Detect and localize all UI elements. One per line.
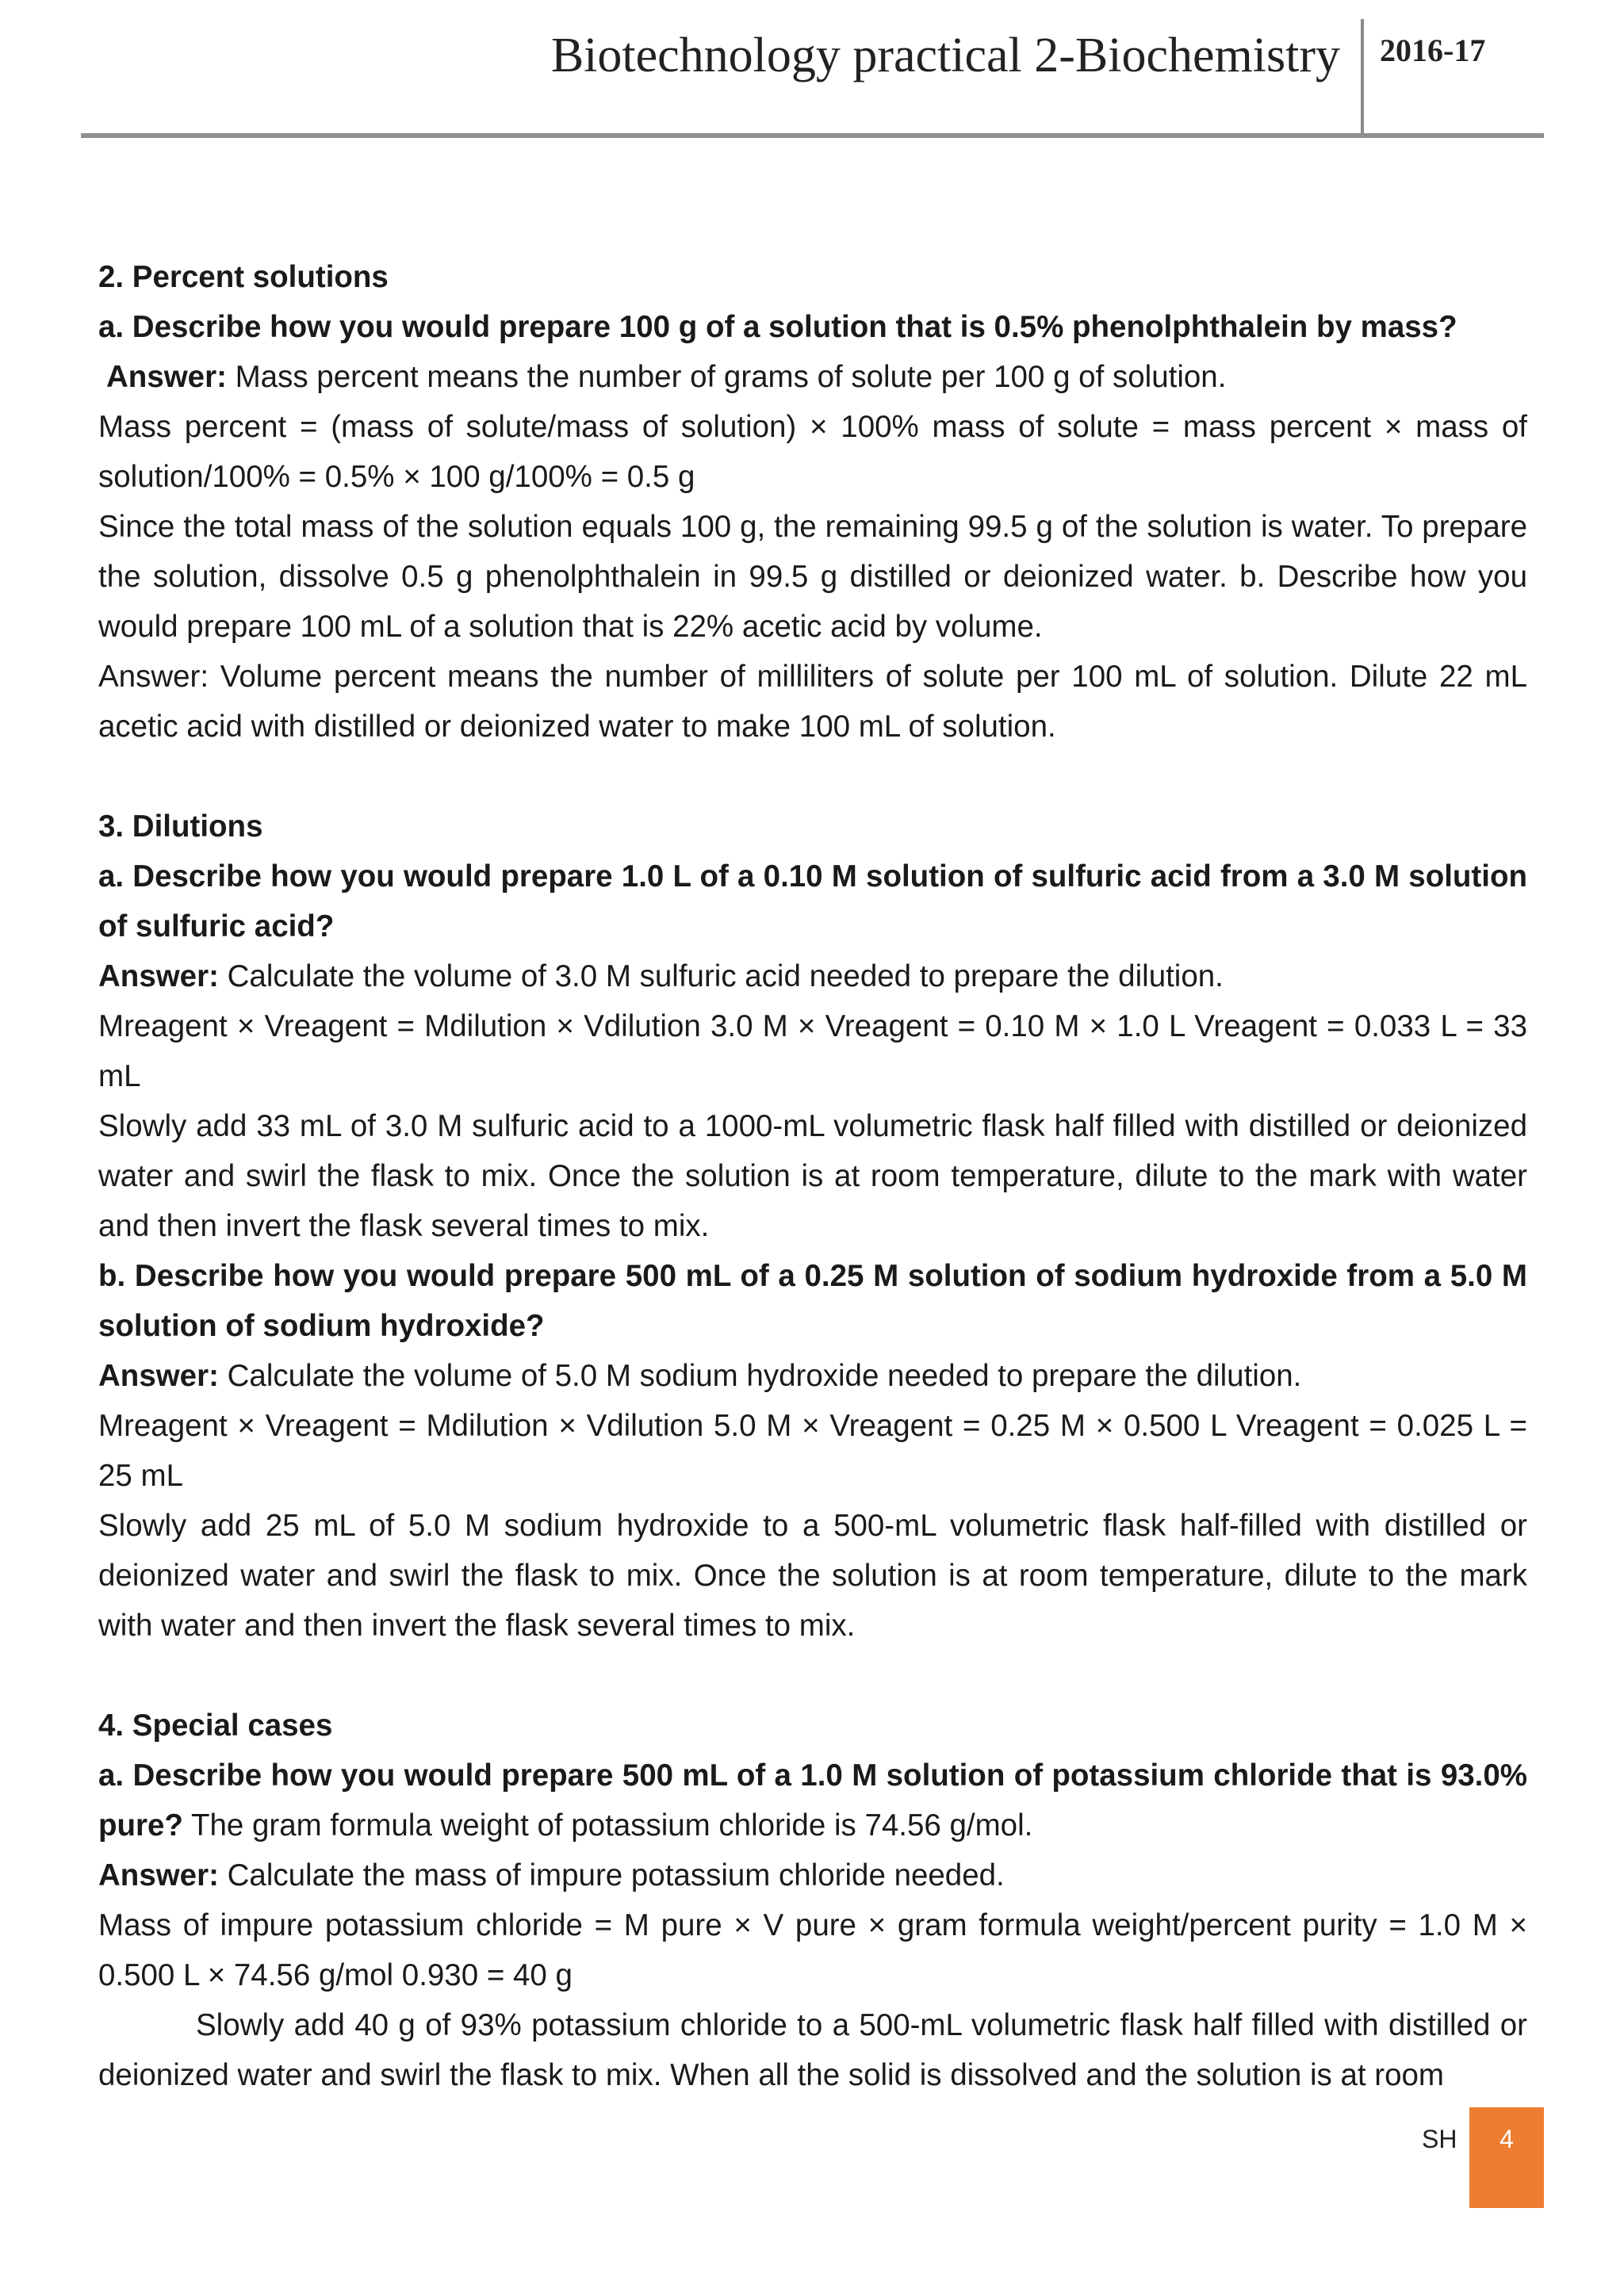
- academic-year: 2016-17: [1380, 33, 1486, 68]
- page-body: [98, 252, 1527, 2100]
- page-number-box: [1469, 2107, 1544, 2208]
- header-rule: [81, 133, 1544, 138]
- document-title: Biotechnology practical 2-Biochemistry: [550, 29, 1340, 82]
- question-text: a. Describe how you would prepare 500 mL of a 1.0 M solution of potassium chloride that is 93.0% pure?: [98, 1758, 1527, 1843]
- answer-special-a: [98, 1850, 1527, 1900]
- section-heading-percent: 2. Percent solutions: [98, 260, 389, 294]
- header-divider: [1361, 19, 1364, 136]
- paragraph-dilutions-a: Slowly add 33 mL of 3.0 M sulfuric acid to a 1000-mL volumetric flask half filled with distilled or deionized water and swirl the flask to mix. Once the solution is at room temperature, dilute to the mark with water and then invert the flask several times to mix.: [98, 1109, 1527, 1243]
- spacer: [98, 1651, 1527, 1701]
- answer-text: Calculate the volume of 5.0 M sodium hydroxide needed to prepare the dilution.: [218, 1359, 1302, 1393]
- answer-label: Answer:: [98, 1858, 219, 1892]
- question-special-a: [98, 1751, 1527, 1850]
- question-dilutions-b: b. Describe how you would prepare 500 mL of a 0.25 M solution of sodium hydroxide from a 5.0 M solution of sodium hydroxide?: [98, 1259, 1527, 1343]
- question-note: The gram formula weight of potassium chloride is 74.56 g/mol.: [182, 1808, 1033, 1843]
- question-dilutions-a: a. Describe how you would prepare 1.0 L of a 0.10 M solution of sulfuric acid from a 3.0 M solution of sulfuric acid?: [98, 859, 1527, 943]
- section-heading-special: 4. Special cases: [98, 1709, 333, 1743]
- formula-percent: Mass percent = (mass of solute/mass of solution) × 100% mass of solute = mass percent × mass of solution/100% = 0.5% × 100 g/100% = 0.5 g: [98, 410, 1527, 494]
- answer-text: Calculate the volume of 3.0 M sulfuric acid needed to prepare the dilution.: [218, 959, 1224, 993]
- answer-percent-b: Answer: Volume percent means the number of milliliters of solute per 100 mL of solution. Dilute 22 mL acetic acid with distilled or deionized water to make 100 mL of solution.: [98, 660, 1527, 744]
- spacer: [98, 752, 1527, 802]
- paragraph-percent: Since the total mass of the solution equals 100 g, the remaining 99.5 g of the solution is water. To prepare the solution, dissolve 0.5 g phenolphthalein in 99.5 g distilled or deionized water. b. Describe how you would prepare 100 mL of a solution that is 22% acetic acid by volume.: [98, 510, 1527, 644]
- paragraph-special: Slowly add 40 g of 93% potassium chloride to a 500-mL volumetric flask half filled with distilled or deionized water and swirl the flask to mix. When all the solid is dissolved and the solution is at room: [98, 2008, 1527, 2092]
- answer-text: Mass percent means the number of grams of solute per 100 g of solution.: [226, 360, 1227, 394]
- answer-dilutions-b: [98, 1351, 1527, 1401]
- author-initials: SH: [1422, 2125, 1457, 2153]
- answer-dilutions-a: [98, 951, 1527, 1001]
- page-number: 4: [1500, 2125, 1514, 2153]
- question-percent-a: a. Describe how you would prepare 100 g of a solution that is 0.5% phenolphthalein by mass?: [98, 310, 1457, 344]
- formula-dilutions-b: Mreagent × Vreagent = Mdilution × Vdilution 5.0 M × Vreagent = 0.25 M × 0.500 L Vreagent = 0.025 L = 25 mL: [98, 1409, 1527, 1493]
- answer-label: Answer:: [106, 360, 227, 394]
- paragraph-dilutions-b: Slowly add 25 mL of 5.0 M sodium hydroxide to a 500-mL volumetric flask half-filled with distilled or deionized water and swirl the flask to mix. Once the solution is at room temperature, dilute to the mark with water and then invert the flask several times to mix.: [98, 1509, 1527, 1643]
- answer-text: Calculate the mass of impure potassium chloride needed.: [218, 1858, 1005, 1892]
- section-heading-dilutions: 3. Dilutions: [98, 809, 263, 844]
- formula-dilutions-a: Mreagent × Vreagent = Mdilution × Vdilution 3.0 M × Vreagent = 0.10 M × 1.0 L Vreagent = 0.033 L = 33 mL: [98, 1009, 1527, 1093]
- answer-percent-a: [98, 352, 1527, 402]
- answer-label: Answer:: [98, 1359, 219, 1393]
- answer-label: Answer:: [98, 959, 219, 993]
- formula-special: Mass of impure potassium chloride = M pure × V pure × gram formula weight/percent purity = 1.0 M × 0.500 L × 74.56 g/mol 0.930 = 40 g: [98, 1908, 1527, 1992]
